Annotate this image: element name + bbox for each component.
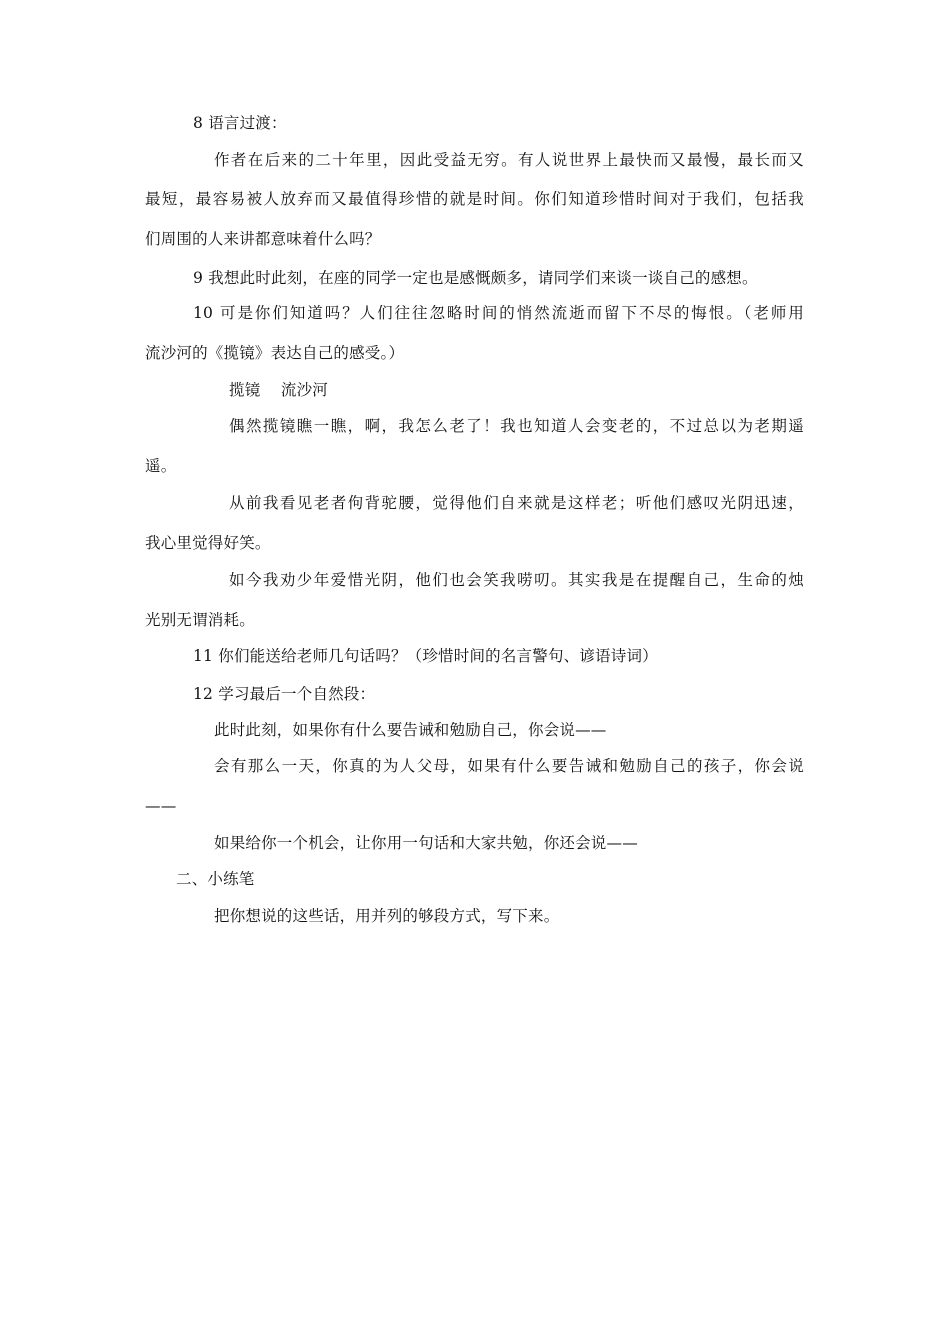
practice-instruction: 把你想说的这些话，用并列的够段方式，写下来。 <box>214 907 560 925</box>
item-12-heading: 12 学习最后一个自然段： <box>193 685 376 703</box>
prompt-line: 如果给你一个机会，让你用一句话和大家共勉，你还会说—— <box>214 834 638 852</box>
prompt-line: 此时此刻，如果你有什么要告诫和勉励自己，你会说—— <box>214 721 607 739</box>
section-heading-practice: 二、小练笔 <box>176 870 255 888</box>
paragraph-line: 们周围的人来讲都意味着什么吗？ <box>145 230 381 248</box>
paragraph-line: 作者在后来的二十年里，因此受益无穷。有人说世界上最快而又最慢，最长而又 <box>214 151 804 169</box>
poem-line: 光别无谓消耗。 <box>145 611 255 629</box>
heading-language-transition: 8 语言过渡： <box>193 114 287 132</box>
poem-line: 偶然揽镜瞧一瞧，啊，我怎么老了！我也知道人会变老的，不过总以为老期遥 <box>229 417 804 435</box>
prompt-line: 会有那么一天，你真的为人父母，如果有什么要告诫和勉励自己的孩子，你会说 <box>214 757 804 775</box>
item-11-text: 11 你们能送给老师几句话吗？（珍惜时间的名言警句、谚语诗词） <box>193 647 658 665</box>
poem-line: 如今我劝少年爱惜光阴，他们也会笑我唠叨。其实我是在提醒自己，生命的烛 <box>229 571 804 589</box>
item-10-text: 10 可是你们知道吗？人们往往忽略时间的悄然流逝而留下不尽的悔恨。（老师用 <box>193 304 804 322</box>
item-9-text: 9 我想此时此刻，在座的同学一定也是感慨颇多，请同学们来谈一谈自己的感想。 <box>193 269 758 287</box>
paragraph-line: 流沙河的《揽镜》表达自己的感受。） <box>145 344 405 362</box>
poem-line: 遥。 <box>145 457 177 475</box>
poem-line: 从前我看见老者佝背驼腰，觉得他们自来就是这样老；听他们感叹光阴迅速， <box>229 494 804 512</box>
prompt-dash: —— <box>145 797 177 815</box>
poem-line: 我心里觉得好笑。 <box>145 534 271 552</box>
paragraph-line: 最短，最容易被人放弃而又最值得珍惜的就是时间。你们知道珍惜时间对于我们，包括我 <box>145 190 804 208</box>
poem-title: 揽镜 流沙河 <box>229 381 329 399</box>
